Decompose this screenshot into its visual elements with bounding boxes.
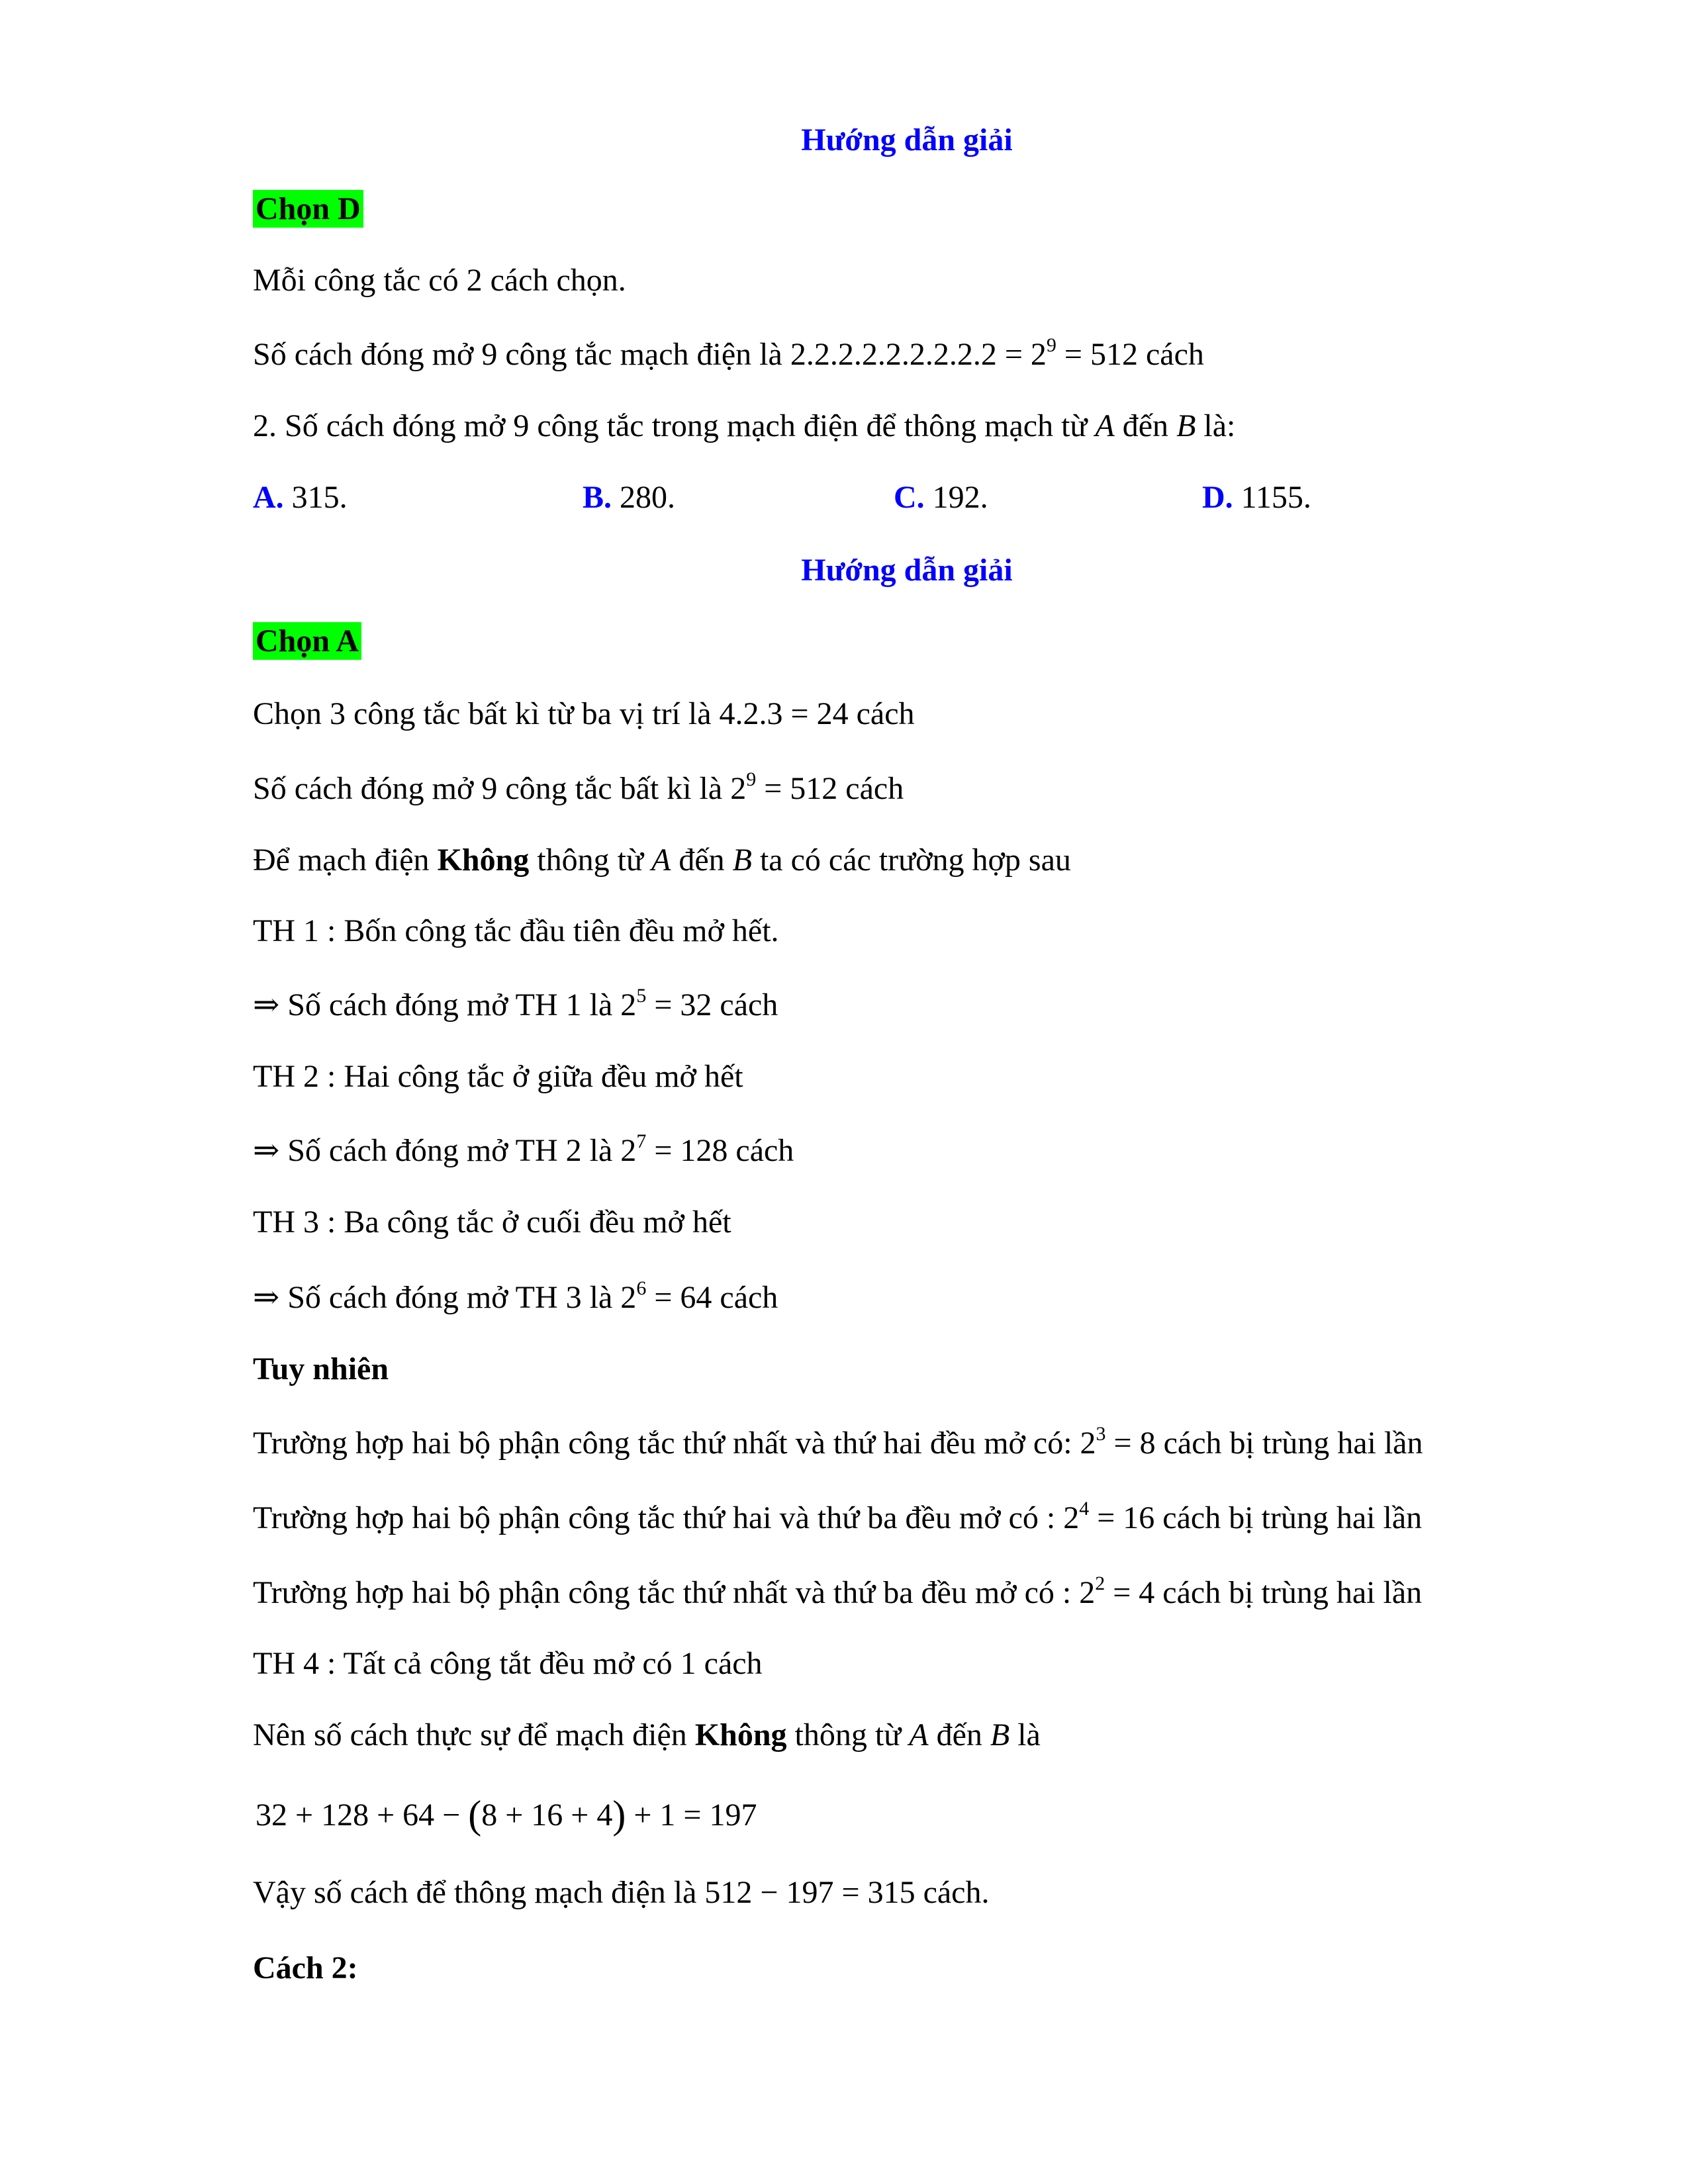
solution-line <box>253 1719 1041 1751</box>
text: = 8 cách bị trùng hai lần <box>1105 1426 1423 1461</box>
overlap-line-2 <box>253 1498 1423 1535</box>
overlap-line-3 <box>253 1572 1423 1610</box>
solution-line <box>253 768 904 806</box>
case-3: TH 3 : Ba công tắc ở cuối đều mở hết <box>253 1205 731 1240</box>
text: đến <box>1114 408 1177 443</box>
method-2-label: Cách 2: <box>253 1950 358 1985</box>
case-2-result <box>253 1130 794 1168</box>
exponent: 5 <box>636 985 647 1007</box>
case-4: TH 4 : Tất cả công tắt đều mở có 1 cách <box>253 1646 763 1681</box>
text: ta có các trường hợp sau <box>751 842 1071 878</box>
text: ⇒ Số cách đóng mở TH 3 là 2 <box>253 1280 637 1315</box>
text: thông từ <box>529 842 651 878</box>
exponent: 6 <box>636 1277 647 1299</box>
left-paren: ( <box>468 1793 482 1837</box>
exponent: 7 <box>636 1130 647 1152</box>
option-a <box>253 482 348 514</box>
text: là: <box>1196 408 1236 443</box>
solution-line: Mỗi công tắc có 2 cách chọn. <box>253 263 626 298</box>
case-1-result <box>253 985 778 1023</box>
option-c <box>894 482 988 514</box>
answer-highlight-1: Chọn D <box>253 190 363 228</box>
solution-line: Chọn 3 công tắc bất kì từ ba vị trí là 4.2.3 = 24 cách <box>253 696 915 731</box>
answer-choice-1 <box>253 193 363 225</box>
text: = 512 cách <box>1056 337 1204 372</box>
option-value: 315. <box>283 480 348 515</box>
text: đến <box>928 1717 990 1752</box>
text: ⇒ Số cách đóng mở TH 1 là 2 <box>253 987 637 1023</box>
point-b: B <box>990 1717 1010 1752</box>
option-label: C. <box>894 480 925 515</box>
point-b: B <box>732 842 752 878</box>
exponent: 2 <box>1095 1572 1105 1594</box>
answer-choice-2 <box>253 625 361 657</box>
text: 32 + 128 + 64 − <box>256 1797 469 1833</box>
text: + 1 = 197 <box>626 1797 757 1833</box>
option-value: 280. <box>612 480 676 515</box>
text: = 16 cách bị trùng hai lần <box>1089 1500 1423 1535</box>
text: = 4 cách bị trùng hai lần <box>1105 1575 1423 1610</box>
text: = 512 cách <box>756 771 904 806</box>
text: Trường hợp hai bộ phận công tắc thứ nhất và thứ hai đều mở có: 2 <box>253 1426 1096 1461</box>
math-expression: 2.2.2.2.2.2.2.2.2 = 2 <box>790 337 1047 372</box>
question-text <box>253 410 1235 442</box>
option-label: A. <box>253 480 284 515</box>
text: = 32 cách <box>646 987 778 1023</box>
point-a: A <box>651 842 671 878</box>
however-label: Tuy nhiên <box>253 1351 389 1387</box>
case-1: TH 1 : Bốn công tắc đầu tiên đều mở hết. <box>253 913 779 948</box>
point-a: A <box>909 1717 929 1752</box>
solution-line <box>253 334 1204 372</box>
text: ⇒ Số cách đóng mở TH 2 là 2 <box>253 1133 637 1168</box>
text: = 128 cách <box>646 1133 794 1168</box>
bold-text: Không <box>694 1717 787 1752</box>
right-paren: ) <box>612 1793 626 1837</box>
exponent: 4 <box>1079 1498 1090 1520</box>
option-label: B. <box>583 480 612 515</box>
point-b: B <box>1176 408 1196 443</box>
text: là <box>1009 1717 1041 1752</box>
calculation <box>256 1795 757 1835</box>
exponent: 9 <box>1046 334 1056 356</box>
point-a: A <box>1095 408 1115 443</box>
text: 2. Số cách đóng mở 9 công tắc trong mạch điện để thông mạch từ <box>253 408 1096 443</box>
exponent: 3 <box>1096 1423 1106 1445</box>
option-d <box>1202 482 1311 514</box>
text: 8 + 16 + 4 <box>481 1797 613 1833</box>
text: = 64 cách <box>646 1280 778 1315</box>
answer-highlight-2: Chọn A <box>253 622 361 660</box>
text: thông từ <box>786 1717 910 1752</box>
option-b <box>583 482 675 514</box>
text: đến <box>671 842 733 878</box>
case-3-result <box>253 1277 778 1315</box>
text: Nên số cách thực sự để mạch điện <box>253 1717 695 1752</box>
case-2: TH 2 : Hai công tắc ở giữa đều mở hết <box>253 1059 743 1094</box>
solution-line <box>253 844 1071 876</box>
exponent: 9 <box>746 768 757 790</box>
solution-heading-1: Hướng dẫn giải <box>801 122 1013 158</box>
text: Số cách đóng mở 9 công tắc mạch điện là <box>253 337 790 372</box>
text: Để mạch điện <box>253 842 438 878</box>
conclusion: Vậy số cách để thông mạch điện là 512 − 197 = 315 cách. <box>253 1875 990 1910</box>
option-value: 1155. <box>1233 480 1311 515</box>
text: Trường hợp hai bộ phận công tắc thứ hai và thứ ba đều mở có : 2 <box>253 1500 1080 1535</box>
solution-heading-2: Hướng dẫn giải <box>801 553 1013 588</box>
text: Trường hợp hai bộ phận công tắc thứ nhất và thứ ba đều mở có : 2 <box>253 1575 1096 1610</box>
overlap-line-1 <box>253 1423 1423 1461</box>
text: Số cách đóng mở 9 công tắc bất kì là 2 <box>253 771 747 806</box>
option-value: 192. <box>924 480 988 515</box>
option-label: D. <box>1202 480 1233 515</box>
bold-text: Không <box>437 842 530 878</box>
